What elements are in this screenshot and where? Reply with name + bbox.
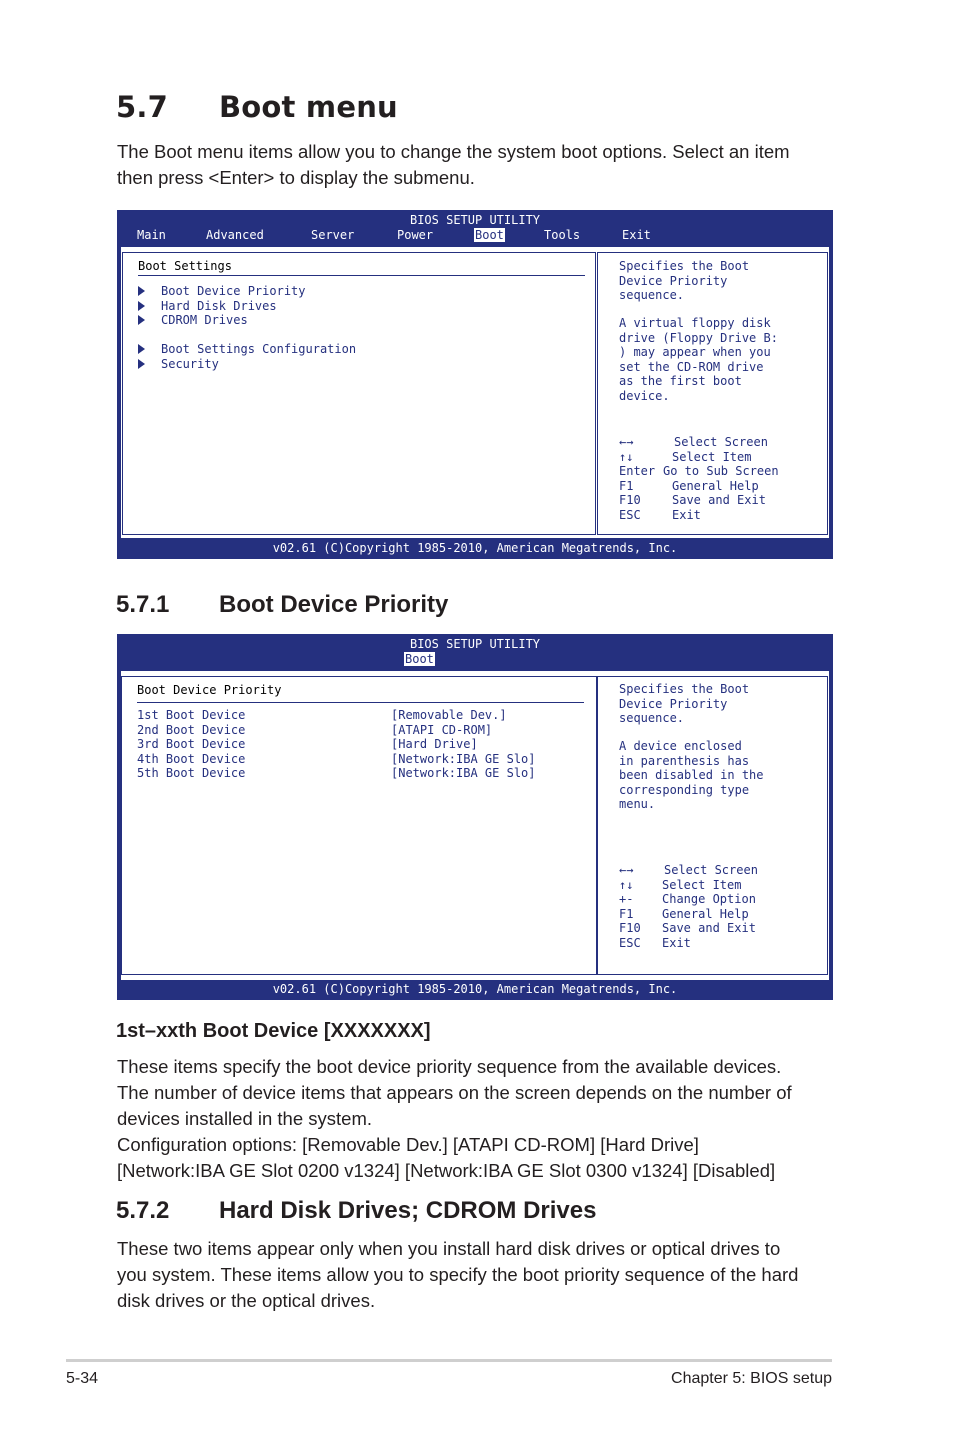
bios-menu-bar (117, 228, 833, 244)
key-legend-row: Enter Go to Sub Screen (619, 464, 779, 478)
key-legend-row: ESC Exit (619, 935, 691, 950)
left-right-arrows-icon: ←→ (619, 435, 634, 449)
panel-title: Boot Settings (138, 259, 232, 273)
desc-line: These two items appear only when you install hard disk drives or optical drives to (117, 1238, 781, 1259)
desc-line: The number of device items that appears on the screen depends on the number of (117, 1082, 792, 1103)
help-line: drive (Floppy Drive B: (619, 330, 778, 345)
menu-item-hard-disk-drives[interactable]: Hard Disk Drives (138, 299, 277, 314)
bios-content-area (120, 246, 830, 539)
item-description (117, 1054, 792, 1184)
subsection-heading (116, 591, 448, 619)
row-label: 2nd Boot Device (137, 722, 246, 737)
row-value[interactable]: [Network:IBA GE Slo] (391, 766, 536, 780)
key-legend-row: ↑↓ Select Item (619, 449, 752, 464)
menu-item-boot-device-priority[interactable]: Boot Device Priority (138, 284, 306, 299)
subsection-number: 5.7.2 (116, 1197, 170, 1224)
menu-power[interactable]: Power (397, 228, 434, 242)
page-number: 5-34 (66, 1370, 99, 1387)
help-line: Specifies the Boot (619, 259, 750, 273)
help-line: Device Priority (619, 273, 728, 288)
help-line: A virtual floppy disk (619, 316, 771, 330)
row-label: 5th Boot Device (137, 766, 246, 780)
key-legend-row: F1 General Help (619, 906, 749, 921)
intro-line: then press <Enter> to display the submenu. (117, 167, 475, 188)
intro-line: The Boot menu items allow you to change the system boot options. Select an item (117, 141, 790, 162)
submenu-arrow-icon (138, 315, 145, 325)
help-line: been disabled in the (619, 768, 764, 782)
boot-device-row[interactable] (137, 708, 507, 723)
bios-screen-boot-menu (117, 210, 833, 559)
menu-main[interactable]: Main (137, 228, 166, 242)
subsection-number: 5.7.1 (116, 591, 170, 618)
help-line: as the first boot (619, 374, 742, 388)
row-label: 4th Boot Device (137, 751, 246, 766)
bios-copyright: v02.61 (C)Copyright 1985-2010, American Megatrends, Inc. (117, 980, 833, 1000)
boot-device-row[interactable] (137, 752, 536, 767)
desc-line: These items specify the boot device priority sequence from the available devices. (117, 1056, 782, 1077)
left-right-arrows-icon: ←→ (619, 863, 634, 877)
submenu-arrow-icon (138, 286, 145, 296)
panel-title: Boot Device Priority (137, 683, 282, 697)
section-title: Boot menu (219, 90, 398, 124)
menu-exit[interactable]: Exit (622, 228, 651, 242)
submenu-arrow-icon (138, 359, 145, 369)
subsection-title: Hard Disk Drives; CDROM Drives (219, 1197, 597, 1224)
menu-server[interactable]: Server (311, 228, 355, 242)
help-panel (597, 252, 828, 535)
help-line: A device enclosed (619, 739, 742, 753)
desc-line: Configuration options: [Removable Dev.] [ATAPI CD-ROM] [Hard Drive] (117, 1134, 699, 1155)
boot-device-row[interactable] (137, 723, 492, 738)
tab-boot[interactable]: Boot (405, 652, 434, 666)
help-line: Device Priority (619, 696, 728, 711)
boot-device-row[interactable] (137, 737, 478, 752)
help-line: corresponding type (619, 782, 750, 797)
submenu-arrow-icon (138, 301, 145, 311)
panel-divider (138, 275, 585, 276)
desc-line: disk drives or the optical drives. (117, 1290, 376, 1311)
menu-item-cdrom-drives[interactable]: CDROM Drives (138, 313, 248, 328)
section-number: 5.7 (116, 90, 168, 124)
row-value[interactable]: [Network:IBA GE Slo] (391, 751, 536, 766)
bios-copyright: v02.61 (C)Copyright 1985-2010, American Megatrends, Inc. (117, 539, 833, 559)
submenu-arrow-icon (138, 344, 145, 354)
key-legend-row: +- Change Option (619, 892, 756, 906)
item-heading: 1st–xxth Boot Device [XXXXXXX] (116, 1020, 431, 1042)
menu-advanced[interactable]: Advanced (206, 228, 264, 242)
key-legend-row: ←→ Select Screen (619, 435, 768, 449)
menu-item-boot-settings-configuration[interactable]: Boot Settings Configuration (138, 342, 356, 357)
help-line: sequence. (619, 711, 685, 725)
key-legend-row: F10 Save and Exit (619, 493, 766, 507)
boot-device-row[interactable] (137, 766, 536, 781)
desc-line: you system. These items allow you to specify the boot priority sequence of the hard (117, 1264, 799, 1285)
bios-title: BIOS SETUP UTILITY (409, 213, 541, 227)
panel-divider (137, 702, 584, 703)
bios-content-area (120, 670, 830, 981)
subsection-heading (116, 1197, 596, 1225)
section-intro (117, 139, 790, 191)
desc-line: devices installed in the system. (117, 1108, 373, 1129)
up-down-arrows-icon: ↑↓ (619, 877, 634, 892)
row-value[interactable]: [Hard Drive] (391, 737, 478, 751)
row-value[interactable]: [ATAPI CD-ROM] (391, 722, 493, 737)
help-line: set the CD-ROM drive (619, 359, 764, 374)
row-value[interactable]: [Removable Dev.] (391, 708, 507, 722)
key-legend-row: F10 Save and Exit (619, 921, 756, 935)
key-legend-row: ↑↓ Select Item (619, 877, 742, 892)
help-line: in parenthesis has (619, 753, 750, 768)
help-line: ) may appear when you (619, 345, 771, 359)
menu-item-security[interactable]: Security (138, 357, 219, 372)
help-line: menu. (619, 797, 656, 811)
chapter-label: Chapter 5: BIOS setup (671, 1370, 832, 1387)
up-down-arrows-icon: ↑↓ (619, 449, 634, 464)
key-legend-row: ←→ Select Screen (619, 863, 758, 877)
subsection-description (117, 1236, 798, 1314)
help-line: device. (619, 388, 670, 403)
settings-panel (121, 676, 597, 975)
bios-title: BIOS SETUP UTILITY (409, 637, 541, 651)
key-legend-row: F1 General Help (619, 478, 759, 493)
bios-screen-boot-device-priority (117, 634, 833, 1000)
section-heading (116, 90, 398, 124)
row-label: 1st Boot Device (137, 708, 246, 722)
menu-boot-selected[interactable]: Boot (475, 228, 504, 242)
settings-panel (122, 252, 596, 535)
row-label: 3rd Boot Device (137, 737, 246, 751)
help-line: sequence. (619, 288, 685, 302)
footer-divider (66, 1359, 832, 1362)
key-legend-row: ESC Exit (619, 507, 701, 522)
help-line: Specifies the Boot (619, 682, 750, 696)
menu-tools[interactable]: Tools (544, 228, 581, 242)
desc-line: [Network:IBA GE Slot 0200 v1324] [Network:IBA GE Slot 0300 v1324] [Disabled] (117, 1160, 776, 1181)
help-panel (597, 676, 828, 975)
subsection-title: Boot Device Priority (219, 591, 449, 618)
